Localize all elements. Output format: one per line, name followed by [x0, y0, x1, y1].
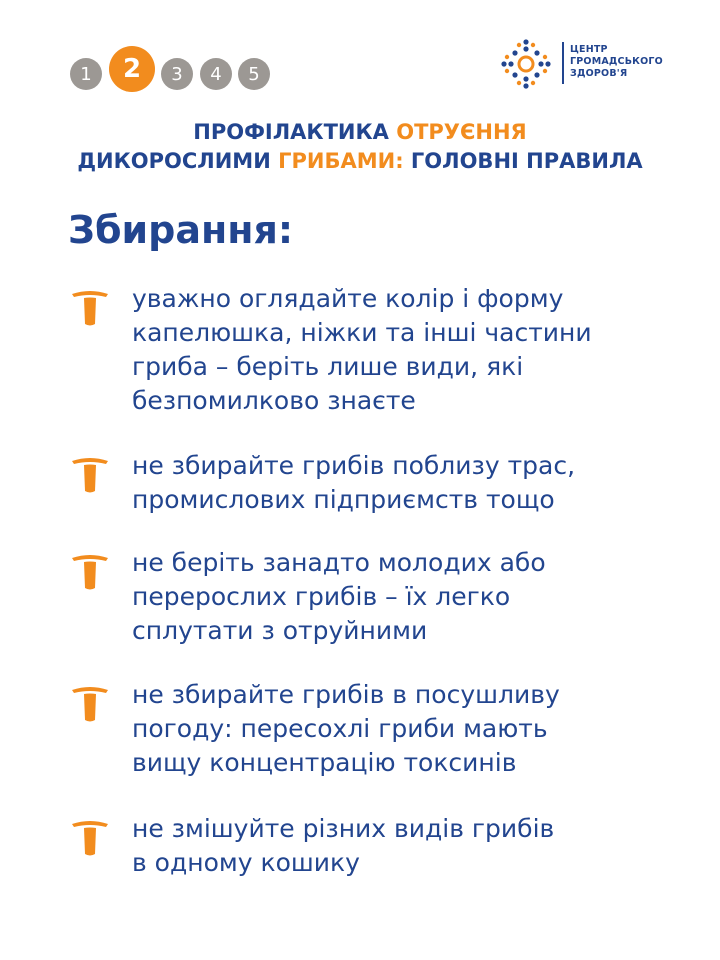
rule-text [132, 282, 672, 418]
rule-line: безпомилково знаєте [132, 386, 416, 415]
page-number-1: 1 [70, 58, 102, 90]
section-heading: Збирання: [68, 208, 294, 252]
title-highlight: ГРИБАМИ: [278, 149, 404, 173]
rule-line: промислових підприємств тощо [132, 485, 555, 514]
rule-text [132, 678, 672, 780]
logo-emblem-icon [498, 36, 554, 92]
title-highlight: ОТРУЄННЯ [396, 120, 527, 144]
rule-line: не змішуйте різних видів грибів [132, 814, 555, 843]
page-number-4: 4 [200, 58, 232, 90]
mushroom-icon [68, 455, 112, 495]
rule-line: не беріть занадто молодих або [132, 548, 546, 577]
page-number-3: 3 [161, 58, 193, 90]
logo-divider [562, 42, 564, 84]
rule-line: капелюшка, ніжки та інші частини [132, 318, 592, 347]
mushroom-icon [68, 552, 112, 592]
poster-title [0, 118, 720, 176]
page-number-2-current: 2 [109, 46, 155, 92]
title-text: ПРОФІЛАКТИКА [193, 120, 397, 144]
rule-line: вищу концентрацію токсинів [132, 748, 517, 777]
rule-line: гриба – беріть лише види, які [132, 352, 524, 381]
rule-line: сплутати з отруйними [132, 616, 428, 645]
rule-line: в одному кошику [132, 848, 360, 877]
logo-line-2: ГРОМАДСЬКОГО [570, 56, 663, 67]
rule-text [132, 449, 672, 517]
title-line-1 [0, 118, 720, 147]
title-line-2 [0, 147, 720, 176]
logo-line-3: ЗДОРОВ'Я [570, 68, 628, 79]
rule-line: не збирайте грибів поблизу трас, [132, 451, 576, 480]
rule-line: перерослих грибів – їх легко [132, 582, 511, 611]
rule-text [132, 546, 672, 648]
rule-line: погоду: пересохлі гриби мають [132, 714, 548, 743]
public-health-center-logo [498, 36, 663, 92]
page-pagination [70, 46, 290, 96]
logo-line-1: ЦЕНТР [570, 44, 608, 55]
mushroom-icon [68, 684, 112, 724]
mushroom-icon [68, 818, 112, 858]
page-number-5: 5 [238, 58, 270, 90]
mushroom-icon [68, 288, 112, 328]
rule-text [132, 812, 672, 880]
logo-text [570, 44, 663, 80]
title-text: ДИКОРОСЛИМИ [77, 149, 279, 173]
rule-line: не збирайте грибів в посушливу [132, 680, 560, 709]
title-text: ГОЛОВНІ ПРАВИЛА [403, 149, 643, 173]
rule-line: уважно оглядайте колір і форму [132, 284, 564, 313]
